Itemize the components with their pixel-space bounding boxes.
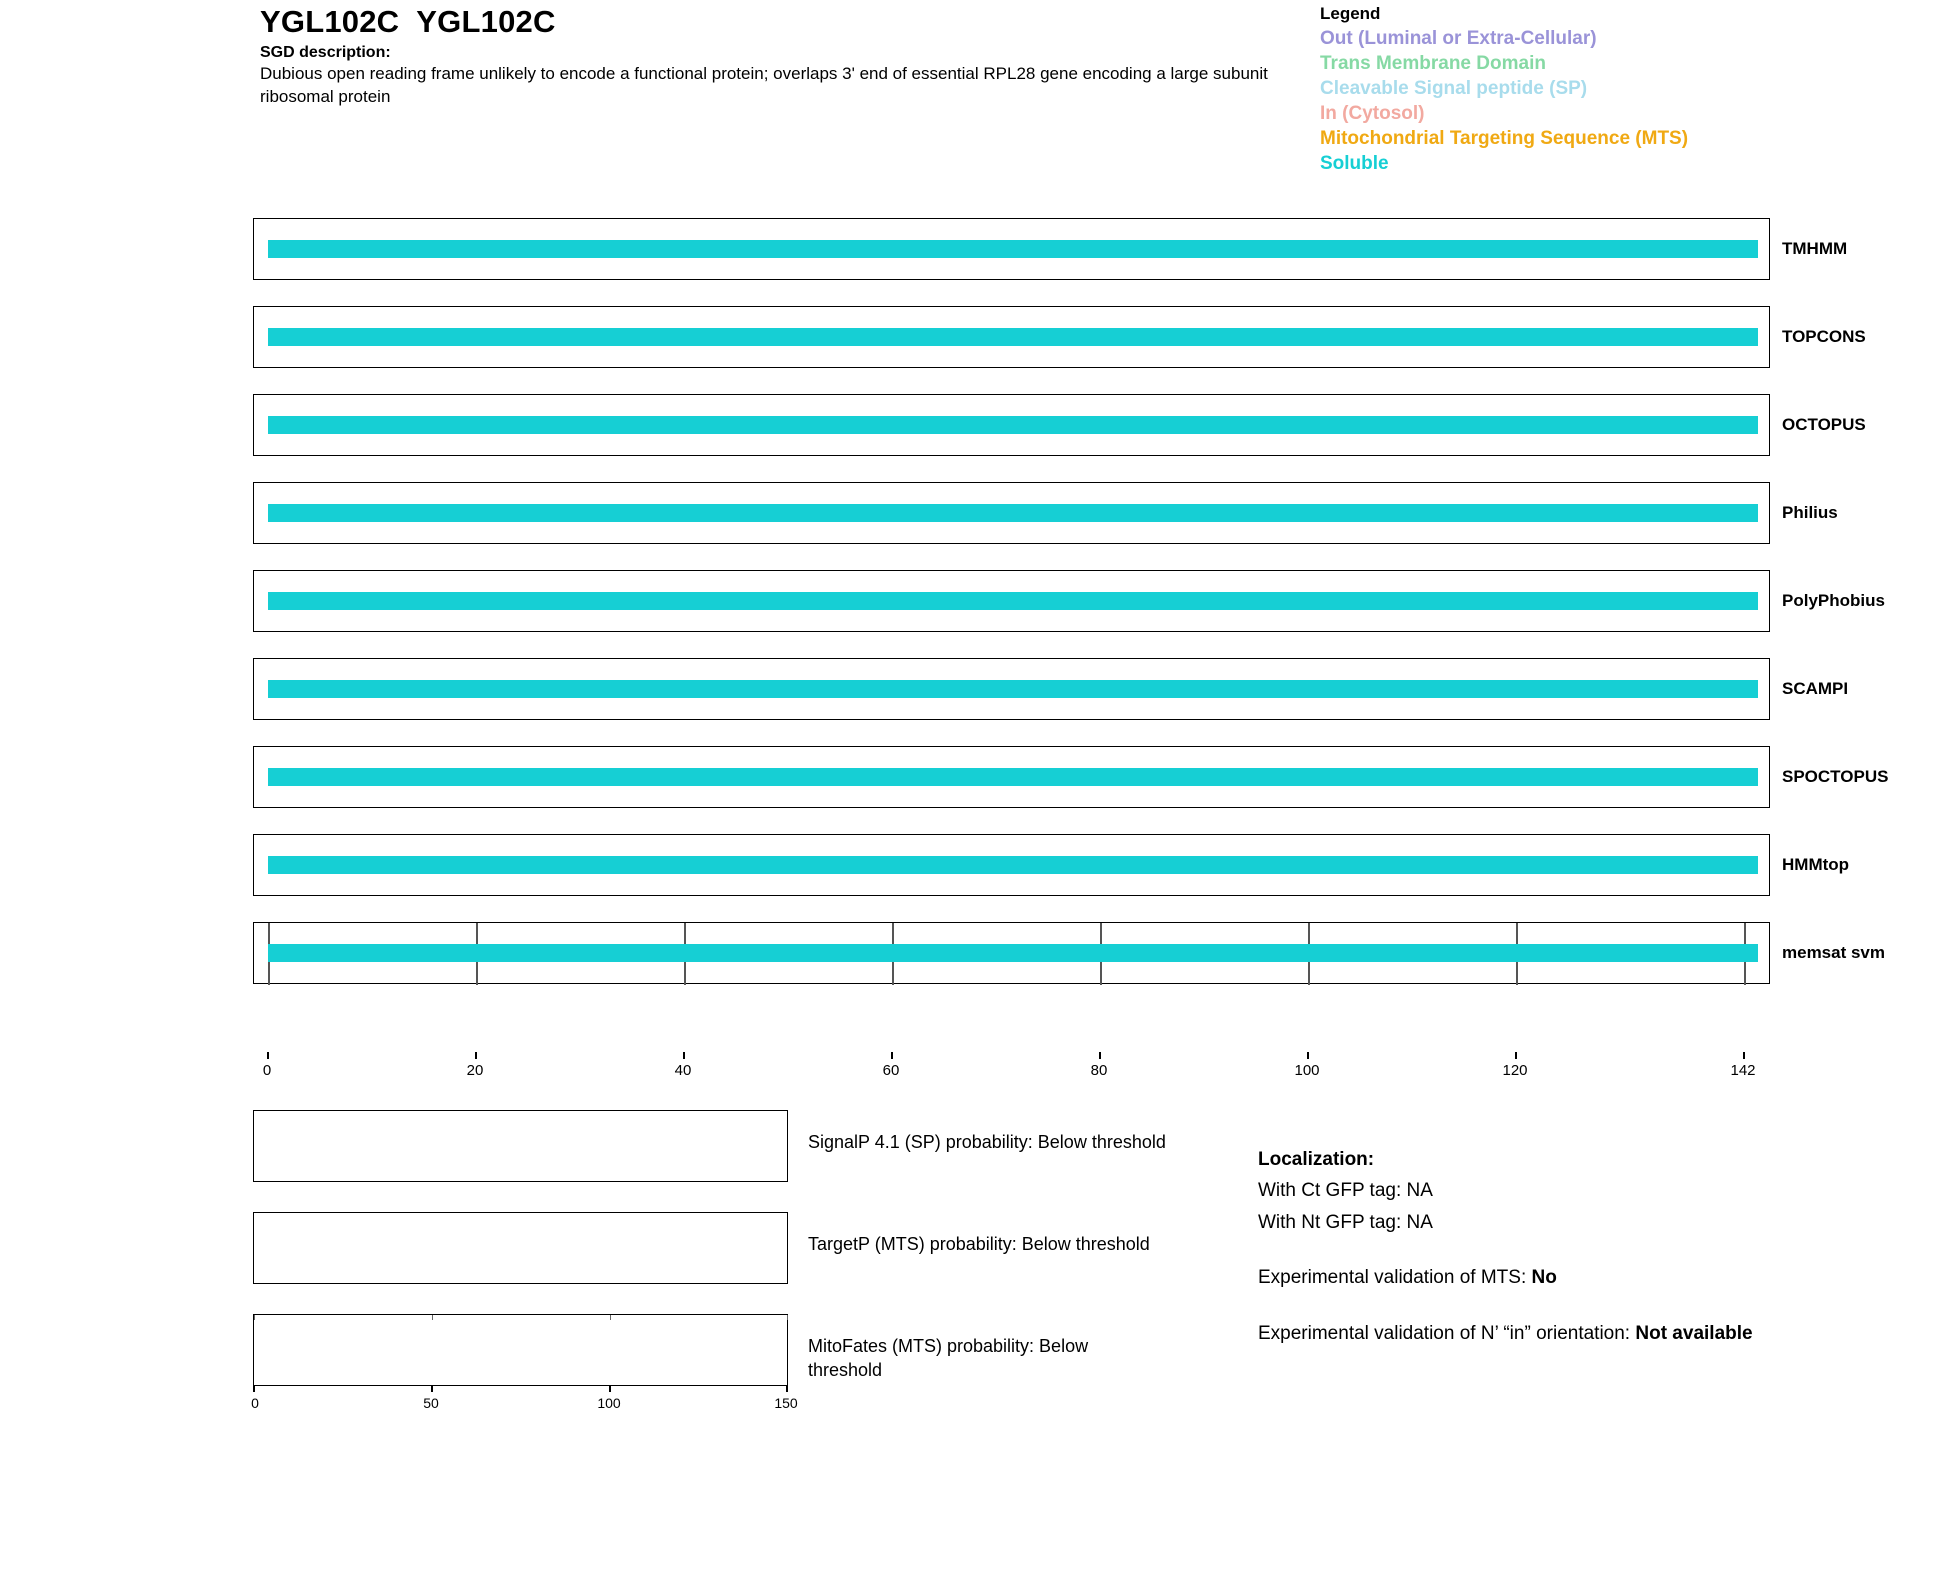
axis-tick-label: 50 xyxy=(423,1395,439,1411)
track-bar-memsat-svm xyxy=(268,944,1758,962)
track-label-hmmtop: HMMtop xyxy=(1782,855,1850,874)
legend-item-sp: Cleavable Signal peptide (SP) xyxy=(1320,78,1588,100)
track-bar-spoctopus xyxy=(268,768,1758,786)
spacer xyxy=(1258,1293,1898,1317)
page-title: YGL102C YGL102C xyxy=(260,4,556,39)
axis-tick xyxy=(683,1052,685,1059)
axis-tick xyxy=(1099,1052,1101,1059)
track-row xyxy=(0,474,1950,562)
axis-tick xyxy=(253,1385,255,1392)
localization-title: Localization: xyxy=(1258,1149,1375,1170)
localization-ct-gfp: With Ct GFP tag: NA xyxy=(1258,1180,1433,1202)
axis-tick xyxy=(267,1052,269,1059)
axis-tick-label: 80 xyxy=(1090,1062,1108,1079)
prediction-tracks xyxy=(0,210,1950,1002)
track-label-spoctopus: SPOCTOPUS xyxy=(1782,767,1889,786)
track-bar-topcons xyxy=(268,328,1758,346)
grid-tick xyxy=(610,1315,611,1320)
grid-tick xyxy=(787,1315,788,1320)
axis-tick xyxy=(786,1385,788,1392)
spacer xyxy=(1258,1237,1898,1261)
axis-tick-label: 0 xyxy=(262,1062,272,1079)
axis-tick xyxy=(431,1385,433,1392)
orientation-validation-value: Not available xyxy=(1635,1322,1753,1344)
legend-item-out: Out (Luminal or Extra-Cellular) xyxy=(1320,28,1597,49)
axis-tick-label: 120 xyxy=(1502,1062,1528,1079)
axis-tick xyxy=(891,1052,893,1059)
track-bar-polyphobius xyxy=(268,592,1758,610)
signalp-probability-text: SignalP 4.1 (SP) probability: Below threshold xyxy=(808,1132,1166,1152)
axis-tick-label: 60 xyxy=(882,1062,900,1079)
axis-tick-label: 0 xyxy=(251,1395,259,1411)
track-bar-octopus xyxy=(268,416,1758,434)
localization-panel xyxy=(1258,1145,1898,1348)
legend-item-mts: Mitochondrial Targeting Sequence (MTS) xyxy=(1320,128,1689,150)
grid-tick xyxy=(254,1315,255,1320)
axis-tick xyxy=(609,1385,611,1392)
track-label-memsat-svm: memsat svm xyxy=(1782,943,1886,962)
track-label-topcons: TOPCONS xyxy=(1782,327,1866,346)
legend-item-soluble: Soluble xyxy=(1320,153,1389,175)
track-bar-tmhmm xyxy=(268,240,1758,258)
track-label-octopus: OCTOPUS xyxy=(1782,415,1866,434)
legend-title: Legend xyxy=(1320,4,1381,23)
orientation-validation-row xyxy=(1258,1319,1898,1348)
legend-item-tmd: Trans Membrane Domain xyxy=(1320,53,1546,75)
header xyxy=(260,4,1300,109)
axis-tick xyxy=(1307,1052,1309,1059)
track-label-polyphobius: PolyPhobius xyxy=(1782,591,1885,610)
axis-tick xyxy=(1743,1052,1745,1059)
track-label-philius: Philius xyxy=(1782,503,1838,522)
mitofates-probability-text: MitoFates (MTS) probability: Below threshold xyxy=(808,1336,1089,1381)
track-row xyxy=(0,738,1950,826)
axis-tick-label: 100 xyxy=(597,1395,621,1411)
track-row xyxy=(0,650,1950,738)
localization-nt-gfp: With Nt GFP tag: NA xyxy=(1258,1211,1433,1233)
plot-box-mitofates xyxy=(253,1314,788,1386)
plot-box-targetp xyxy=(253,1212,788,1284)
sgd-description-label: SGD description: xyxy=(260,44,391,61)
orientation-validation-label: Experimental validation of N’ “in” orientation: xyxy=(1258,1322,1636,1344)
axis-tick-label: 150 xyxy=(774,1395,798,1411)
grid-tick xyxy=(432,1315,433,1320)
axis-tick-label: 100 xyxy=(1294,1062,1320,1079)
plot-box-signalp xyxy=(253,1110,788,1182)
track-label-tmhmm: TMHMM xyxy=(1782,239,1848,258)
track-row xyxy=(0,386,1950,474)
x-axis-lower xyxy=(251,1385,798,1415)
track-row xyxy=(0,298,1950,386)
axis-tick xyxy=(475,1052,477,1059)
track-row xyxy=(0,562,1950,650)
legend xyxy=(1320,4,1920,176)
mts-validation-value: No xyxy=(1531,1267,1557,1289)
track-bar-hmmtop xyxy=(268,856,1758,874)
track-row xyxy=(0,210,1950,298)
targetp-probability-text: TargetP (MTS) probability: Below threshold xyxy=(808,1234,1150,1254)
sgd-description-text: Dubious open reading frame unlikely to encode a functional protein; overlaps 3' end of essential RPL28 gene encoding a large subunit ribosomal protein xyxy=(260,64,1268,106)
axis-tick-label: 40 xyxy=(674,1062,692,1079)
x-axis-main xyxy=(253,1052,1770,1088)
track-row xyxy=(0,826,1950,914)
mts-validation-row xyxy=(1258,1263,1898,1292)
legend-item-in: In (Cytosol) xyxy=(1320,103,1425,125)
axis-tick-label: 142 xyxy=(1730,1062,1756,1079)
track-bar-scampi xyxy=(268,680,1758,698)
track-row xyxy=(0,914,1950,1002)
track-label-scampi: SCAMPI xyxy=(1782,679,1849,698)
axis-tick-label: 20 xyxy=(466,1062,484,1079)
axis-tick xyxy=(1515,1052,1517,1059)
mts-validation-label: Experimental validation of MTS: xyxy=(1258,1267,1532,1289)
track-bar-philius xyxy=(268,504,1758,522)
